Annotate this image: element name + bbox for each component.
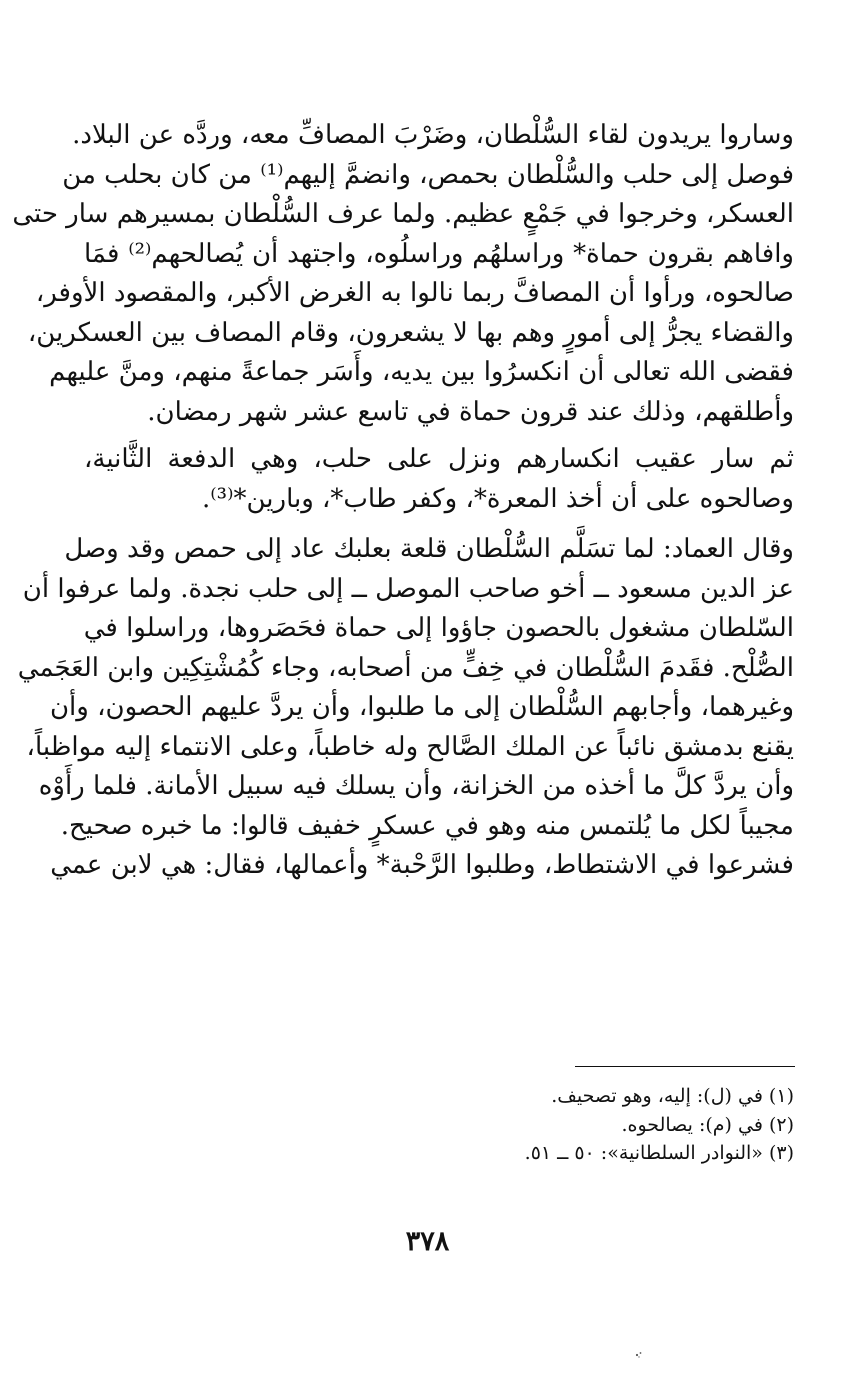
text-line: فقضى الله تعالى أن انكسرُوا بين يديه، وأَسَر جماعةً منهم، ومنَّ عليهم — [49, 357, 794, 387]
text-line: وقال العماد: لما تسَلَّم السُّلْطان قلعة بعلبك عاد إلى حمص وقد وصل — [64, 534, 794, 564]
text-line: يقنع بدمشق نائباً عن الملك الصَّالح وله خاطباً، وعلى الانتماء إليه مواظباً، — [26, 731, 794, 762]
text-line: وأن يردَّ كلَّ ما أخذه من الخزانة، وأن يسلك فيه سبيل الأمانة. فلما رأَوْه — [38, 771, 794, 801]
text-line: صالحوه، ورأوا أن المصافَّ ربما نالوا به الغرض الأكبر، والمقصود الأوفر، — [35, 278, 794, 308]
text-line: الصُّلْح. فقَدمَ السُّلْطان في خِفٍّ من أصحابه، وجاء كُمُشْتِكِين وابن العَجَمي — [17, 652, 794, 683]
footnote: (٢) في (م): يصالحوه. — [621, 1113, 794, 1136]
text-line: فشرعوا في الاشتطاط، وطلبوا الرَّحْبة* وأعمالها، فقال: هي لابن عمي — [50, 850, 794, 880]
text-line: والقضاء يجرُّ إلى أمورٍ وهم بها لا يشعرون، وقام المصاف بين العسكرين، — [27, 317, 794, 348]
ink-speck — [634, 1350, 644, 1359]
text-line: فوصل إلى حلب والسُّلْطان بحمص، وانضمَّ إليهم⁽¹⁾ من كان بحلب من — [62, 159, 794, 190]
text-line: مجيباً لكل ما يُلتمس منه وهو في عسكرٍ خفيف قالوا: ما خبره صحيح. — [60, 810, 794, 841]
text-line: وغيرهما، وأجابهم السُّلْطان إلى ما طلبوا، وأن يردَّ عليهم الحصون، وأن — [49, 692, 794, 722]
text-line: وصالحوه على أن أخذ المعرة*، وكفر طاب*، وبارين*⁽³⁾. — [202, 483, 794, 514]
text-line: وافاهم بقرون حماة* وراسلهُم وراسلُوه، واجتهد أن يُصالحهم⁽²⁾ فمَا — [84, 238, 794, 269]
paragraph-gap — [84, 519, 794, 530]
text-line: وأطلقهم، وذلك عند قرون حماة في تاسع عشر شهر رمضان. — [147, 396, 794, 427]
page-number: ٣٧٨ — [405, 1226, 450, 1257]
paragraph-gap — [84, 432, 794, 440]
text-line: السّلطان مشغول بالحصون جاؤوا إلى حماة فحَصَروها، وراسلوا في — [83, 613, 794, 643]
text-line: وساروا يريدون لقاء السُّلْطان، وضَرْبَ المصافِّ معه، وردَّه عن البلاد. — [72, 120, 794, 150]
main-text — [12, 116, 794, 886]
text-line: ثم سار عقيب انكسارهم ونزل على حلب، وهي الدفعة الثَّانية، — [84, 444, 794, 474]
footnote: (٣) «النوادر السلطانية»: ٥٠ ــ ٥١. — [524, 1142, 794, 1164]
footnote: (١) في (ل): إليه، وهو تصحيف. — [551, 1085, 794, 1107]
footnotes — [420, 1082, 794, 1168]
text-line: عز الدين مسعود ــ أخو صاحب الموصل ــ إلى حلب نجدة. ولما عرفوا أن — [22, 573, 794, 604]
text-line: العسكر، وخرجوا في جَمْعٍ عظيم. ولما عرف السُّلْطان بمسيرهم سار حتى — [12, 199, 794, 229]
footnote-divider — [575, 1066, 795, 1067]
